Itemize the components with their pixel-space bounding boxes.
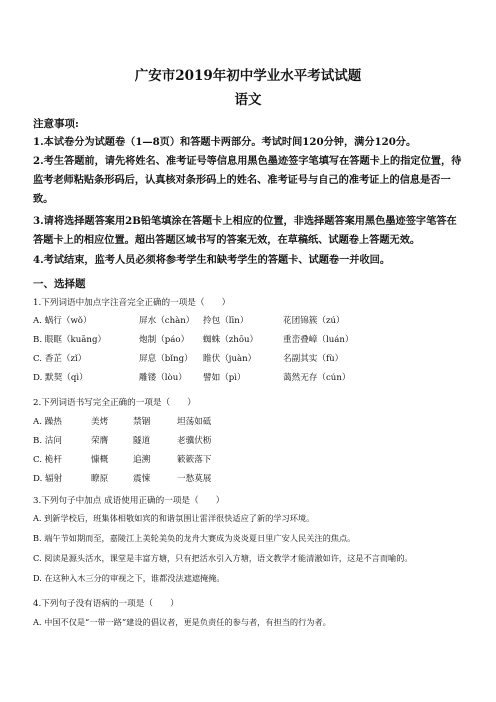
option-word: 重峦叠嶂（luán）	[283, 335, 354, 345]
option-word: 瞭原	[91, 474, 109, 484]
option-word: 譬如（pì）	[203, 373, 246, 383]
option-word: D. 辐射	[33, 474, 63, 484]
option-word: 老骥伏枥	[177, 436, 212, 446]
question-4-option-a: A. 中国不仅是“一带一路”建设的倡议者，更是负责任的参与者，有担当的行为者。	[33, 617, 331, 627]
option-word: 屏息（bǐng）	[139, 354, 193, 364]
option-word: C. 桅杆	[33, 455, 62, 465]
option-word: 蜘蛛（zhōu）	[203, 335, 259, 345]
option-word: 炮制（páo）	[139, 335, 190, 345]
option-word: 花团锦簇（zú）	[283, 316, 345, 326]
option-word: 蔼然无存（cún）	[283, 373, 351, 383]
option-word: 雕镂（lòu）	[139, 373, 187, 383]
option-word: D. 默契（qì）	[33, 373, 88, 383]
question-3-option-c: C. 阅读是源头活水，课堂是丰富方塘，只有把活水引入方塘，语文教学才能清澈如许，这是不言而喻的。	[33, 553, 413, 563]
question-3-option-d: D. 在这种入木三分的审视之下，谁都没法遮遮掩掩。	[33, 573, 225, 583]
option-word: 拎包（līn）	[203, 316, 249, 326]
question-2-stem: 2.下列词语书写完全正确的一项是（ ）	[33, 398, 196, 408]
notice-item: 3.请将选择题答案用2B铅笔填涂在答题卡上相应的位置，非选择题答案用黑色墨迹签字笔答在答题卡上的相应位置。超出答题区域书写的答案无效，在草稿纸、试题卷上答题无效。	[33, 215, 457, 246]
option-word: 名副其实（fù）	[283, 354, 344, 364]
question-4-stem: 4.下列句子没有语病的一项是（ ）	[33, 599, 179, 609]
option-word: A. 躁热	[33, 417, 62, 427]
option-word: 屏水（chàn）	[139, 316, 195, 326]
option-word: 震悚	[133, 474, 151, 484]
option-word: B. 沽问	[33, 436, 62, 446]
option-word: 坦荡如砥	[177, 417, 212, 427]
option-word: 禁锢	[133, 417, 151, 427]
option-word: 荣膺	[91, 436, 109, 446]
notice-item: 2.考生答题前，请先将姓名、准考证号等信息用黑色墨迹签字笔填写在答题卡上的指定位置，待监考老师粘贴条形码后，认真核对条形码上的姓名、准考证号与自己的准考证上的信息是否一致。	[33, 155, 462, 205]
option-word: 慷概	[91, 455, 109, 465]
exam-subject: 语文	[234, 92, 262, 108]
question-3-option-b: B. 端午节如期而至，嘉陵江上美轮美奂的龙舟大赛成为炎炎夏日里广安人民关注的焦点。	[33, 533, 356, 543]
option-word: 隧道	[133, 436, 151, 446]
option-word: 睢伏（juàn）	[203, 354, 257, 364]
question-3-option-a: A. 到新学校后，班集体相敬如宾的和谐氛围让雷洋很快适应了新的学习环境。	[33, 513, 315, 523]
option-word: 一愁莫展	[177, 474, 212, 484]
option-word: 簌簌落下	[177, 455, 212, 465]
question-3-stem: 3.下列句子中加点 成语使用正确的一项是（ ）	[33, 496, 225, 506]
option-word: C. 香芷（zǐ）	[33, 354, 87, 364]
exam-title: 广安市2019年初中学业水平考试试题	[134, 68, 362, 84]
section-heading: 一、选择题	[33, 278, 86, 290]
question-1-stem: 1.下列词语中加点字注音完全正确的一项是（ ）	[33, 298, 231, 308]
option-word: 追溯	[133, 455, 151, 465]
option-word: A. 蜗行（wǒ）	[33, 316, 92, 326]
notice-item: 4.考试结束，监考人员必须将参考学生和缺考学生的答题卡、试题卷一并收回。	[33, 254, 391, 266]
option-word: 美烤	[91, 417, 109, 427]
option-word: B. 眼眶（kuāng）	[33, 335, 107, 345]
notice-item: 1.本试卷分为试题卷（1—8页）和答题卡两部分。考试时间120分钟，满分120分。	[33, 136, 417, 148]
notice-heading: 注意事项:	[33, 118, 79, 130]
